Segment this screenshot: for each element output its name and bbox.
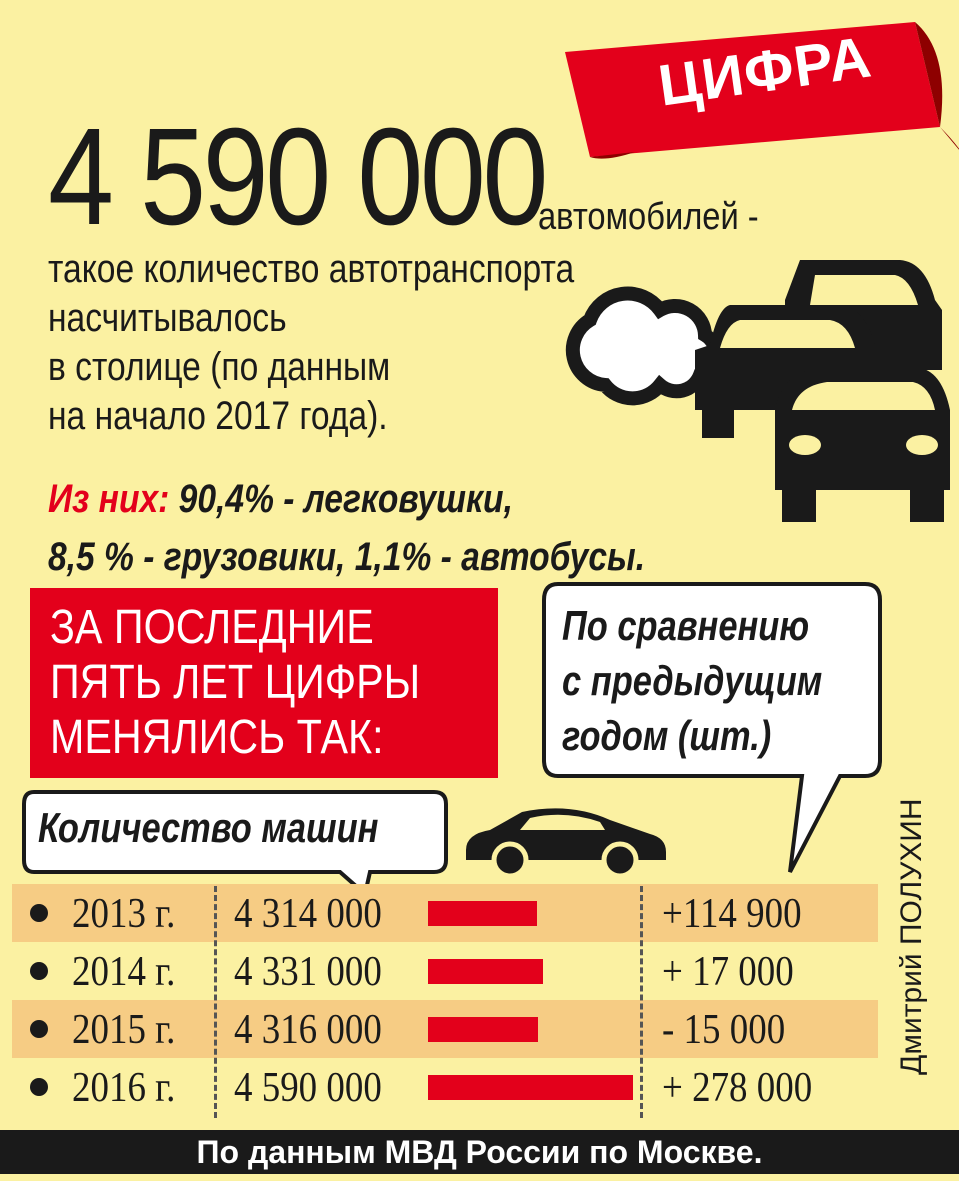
table-row — [12, 1000, 878, 1058]
description-line: такое количество автотранспорта — [48, 247, 575, 291]
source-footer: По данным МВД России по Москве. — [0, 1130, 959, 1174]
description-line: на начало 2017 года). — [48, 394, 388, 438]
row-bar — [428, 1075, 633, 1100]
section-title-line: МЕНЯЛИСЬ ТАК: — [50, 711, 384, 764]
headline-number: 4 590 000 — [48, 100, 546, 254]
breakdown-line-2: 8,5 % - грузовики, 1,1% - автобусы. — [48, 535, 646, 579]
bullet-icon — [30, 1078, 48, 1096]
bullet-icon — [30, 962, 48, 980]
description-line: насчитывалось — [48, 296, 287, 340]
yearly-counts-table — [12, 884, 878, 1116]
count-label: Количество машин — [38, 804, 379, 851]
breakdown-lead: Из них: — [48, 477, 170, 521]
author-credit: Дмитрий ПОЛУХИН — [895, 798, 928, 1075]
row-delta: + 17 000 — [662, 949, 794, 995]
description-line: в столице (по данным — [48, 345, 391, 389]
row-year: 2015 г. — [72, 1007, 176, 1053]
row-count: 4 590 000 — [234, 1065, 382, 1111]
section-title-line: ЗА ПОСЛЕДНИЕ — [50, 601, 374, 654]
sports-car-icon — [460, 800, 670, 878]
row-delta: + 278 000 — [662, 1065, 813, 1111]
bullet-icon — [30, 1020, 48, 1038]
row-delta: - 15 000 — [662, 1007, 786, 1053]
row-count: 4 331 000 — [234, 949, 382, 995]
row-count: 4 314 000 — [234, 891, 382, 937]
row-delta: +114 900 — [662, 891, 802, 937]
row-year: 2013 г. — [72, 891, 176, 937]
comparison-line: По сравнению — [562, 602, 810, 649]
traffic-cars-icon — [530, 240, 950, 540]
column-divider — [640, 886, 643, 1118]
row-bar — [428, 1017, 538, 1042]
column-divider — [214, 886, 217, 1118]
comparison-line: с предыдущим — [562, 657, 823, 704]
section-title-box — [30, 588, 498, 778]
table-row — [12, 942, 878, 1000]
ribbon-label: ЦИФРА — [654, 24, 876, 119]
table-row — [12, 1058, 878, 1116]
row-count: 4 316 000 — [234, 1007, 382, 1053]
section-title-line: ПЯТЬ ЛЕТ ЦИФРЫ — [50, 656, 421, 709]
row-bar — [428, 901, 537, 926]
breakdown-cars: 90,4% - легковушки, — [169, 477, 513, 521]
section-title — [50, 600, 420, 765]
table-row — [12, 884, 878, 942]
comparison-line: годом (шт.) — [562, 712, 772, 759]
row-year: 2014 г. — [72, 949, 176, 995]
row-bar — [428, 959, 543, 984]
comparison-label — [562, 598, 822, 763]
bullet-icon — [30, 904, 48, 922]
headline-unit: автомобилей - — [538, 196, 759, 238]
row-year: 2016 г. — [72, 1065, 176, 1111]
